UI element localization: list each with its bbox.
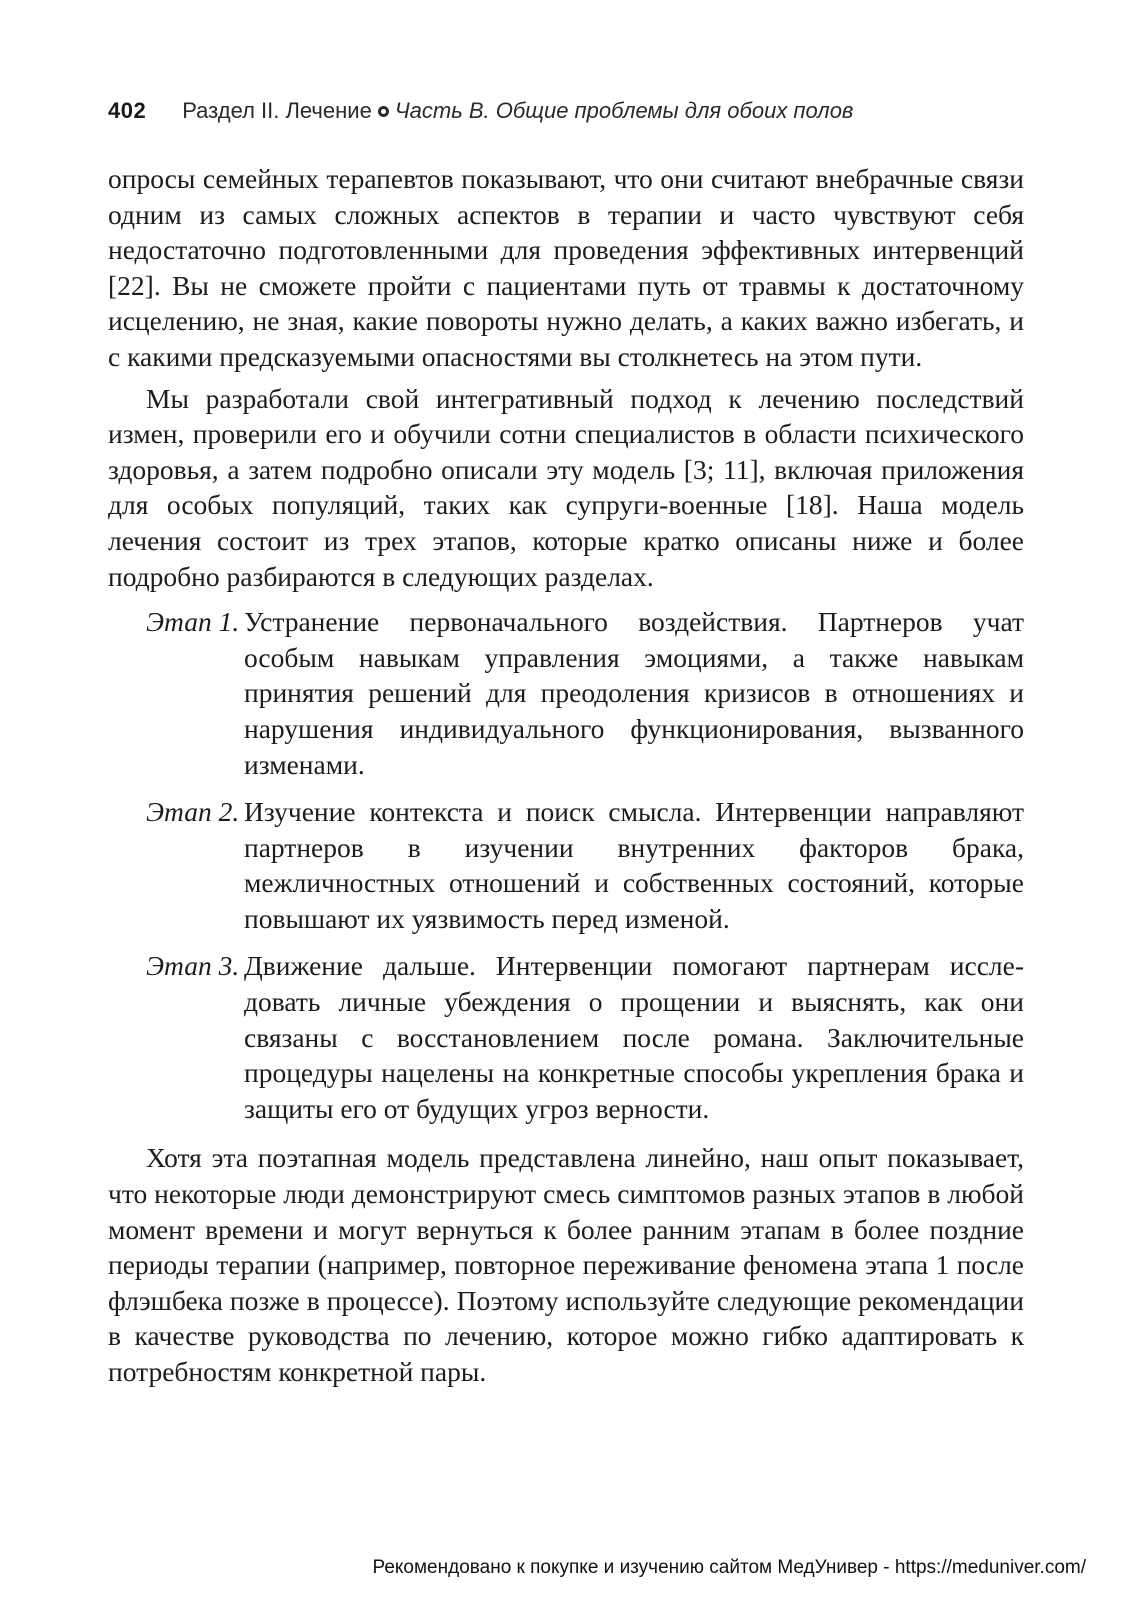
stage-description: Движение дальше. Интервенции помогают партнерам исследовать личные убеждения о прощении и выяснять, как они связаны с восстановлением после романа. Заключительные процедуры нацелены на конкретные способы укрепления брака и защиты его от будущих угроз верности. — [244, 950, 1024, 1124]
stage-description: Изучение контекста и поиск смысла. Интервенции направляют партнеров в изучении внутренних факторов брака, межличностных отношений и собственных состояний, которые повышают их уязвимость перед изменой. — [244, 796, 1024, 934]
body-text — [108, 161, 1024, 1390]
stage-label: Этап 2. — [146, 796, 240, 828]
stage-label: Этап 1. — [146, 606, 240, 638]
paragraph-continued: опросы семейных терапевтов показывают, что они считают внебрачные связи одним из самых сложных аспектов в терапии и часто чувствуют себя недостаточно подготовленными для проведения эффективных интервенций [22]. Вы не сможете пройти с пациентами путь от травмы к достаточному исцелению, не зная, какие повороты нужно делать, а каких важно избегать, и с какими предсказуемыми опасностями вы столкнетесь на этом пути. — [108, 163, 1024, 372]
stage-item-2 — [108, 794, 1024, 936]
stage-description: Устранение первоначального воздействия. Партнеров учат особым навыкам управления эмоциями, а также навыкам принятия решений для преодоления кризисов в отношениях и нарушения индивидуального функционирования, вызванного изменами. — [244, 606, 1024, 780]
bullet-separator-icon — [378, 106, 389, 117]
running-head — [108, 98, 1028, 124]
stage-label: Этап 3. — [146, 950, 240, 982]
part-title: Часть B. Общие проблемы для обоих полов — [394, 98, 854, 123]
page-number: 402 — [108, 98, 147, 123]
section-title: Раздел II. Лечение — [182, 98, 372, 123]
stage-item-3 — [108, 948, 1024, 1126]
footer-recommendation-note: Рекомендовано к покупке и изучению сайтом МедУнивер - https://meduniver.com/ — [372, 1557, 1086, 1578]
stage-item-1 — [108, 604, 1024, 782]
paragraph-model-intro: Мы разработали свой интегративный подход к лечению последствий измен, проверили его и обучили сотни специалистов в области психического здоровья, а затем подробно описали эту модель [3; 11], включая приложения для особых популяций, таких как супруги-военные [18]. Наша модель лечения состоит из трех этапов, которые кратко описаны ниже и более подробно разбираются в следующих разделах. — [108, 382, 1024, 592]
paragraph-model-flexibility: Хотя эта поэтапная модель представлена линейно, наш опыт показывает, что некоторые люди демонстрируют смесь симптомов разных этапов в любой момент времени и могут вернуться к более ранним этапам в более поздние периоды терапии (например, повторное переживание феномена этапа 1 после флэшбека позже в процессе). Поэтому используйте следующие рекомендации в качестве руководства по лечению, которое можно гибко адаптировать к потребностям конкретной пары. — [108, 1142, 1024, 1387]
